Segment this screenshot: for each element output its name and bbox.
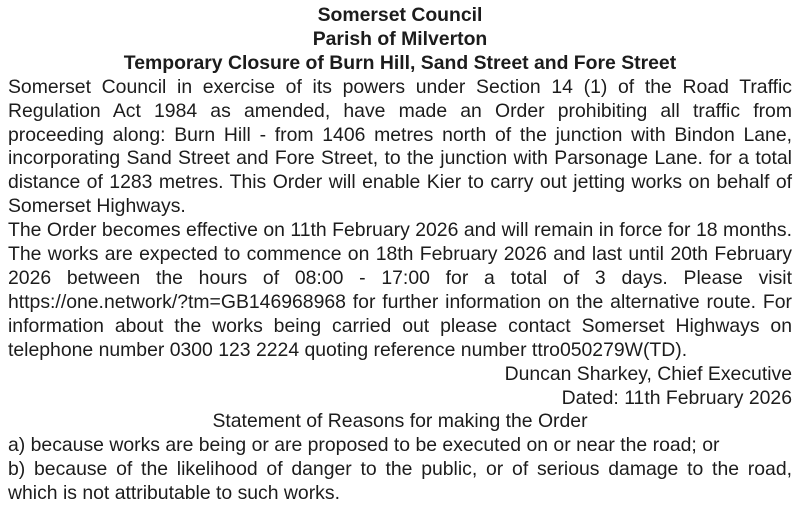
reason-b: b) because of the likelihood of danger to the public, or of serious damage to the road, which is not attributable to such works. — [8, 458, 792, 505]
council-name: Somerset Council — [317, 4, 483, 26]
signatory: Duncan Sharkey, Chief Executive — [504, 362, 792, 385]
parish-name: Parish of Milverton — [312, 27, 488, 50]
reasons-heading: Statement of Reasons for making the Order — [212, 410, 588, 433]
notice-title: Temporary Closure of Burn Hill, Sand Street and Fore Street — [123, 51, 677, 74]
dated-line: Dated: 11th February 2026 — [561, 386, 792, 409]
effective-paragraph: The Order becomes effective on 11th February 2026 and will remain in force for 18 months. The works are expected to commence on 18th February 2026 and last until 20th February 2026 between the hours of 08:00 - 17:00 for a total of 3 days. Please visit https://one.network/?tm=GB146968968 for further information on the alternative route. For information about the works being carried out please contact Somerset Highways on telephone number 0300 123 2224 quoting reference number ttro050279W(TD). — [8, 219, 792, 361]
order-paragraph: Somerset Council in exercise of its powers under Section 14 (1) of the Road Traffic Regulation Act 1984 as amended, have made an Order prohibiting all traffic from proceeding along: Burn Hill - from 1406 metres north of the junction with Bindon Lane, incorporating Sand Street and Fore Street, to the junction with Parsonage Lane. for a total distance of 1283 metres. This Order will enable Kier to carry out jetting works on behalf of Somerset Highways. — [8, 75, 792, 218]
reason-a: a) because works are being or are proposed to be executed on or near the road; or — [8, 434, 720, 457]
public-notice — [8, 4, 792, 505]
